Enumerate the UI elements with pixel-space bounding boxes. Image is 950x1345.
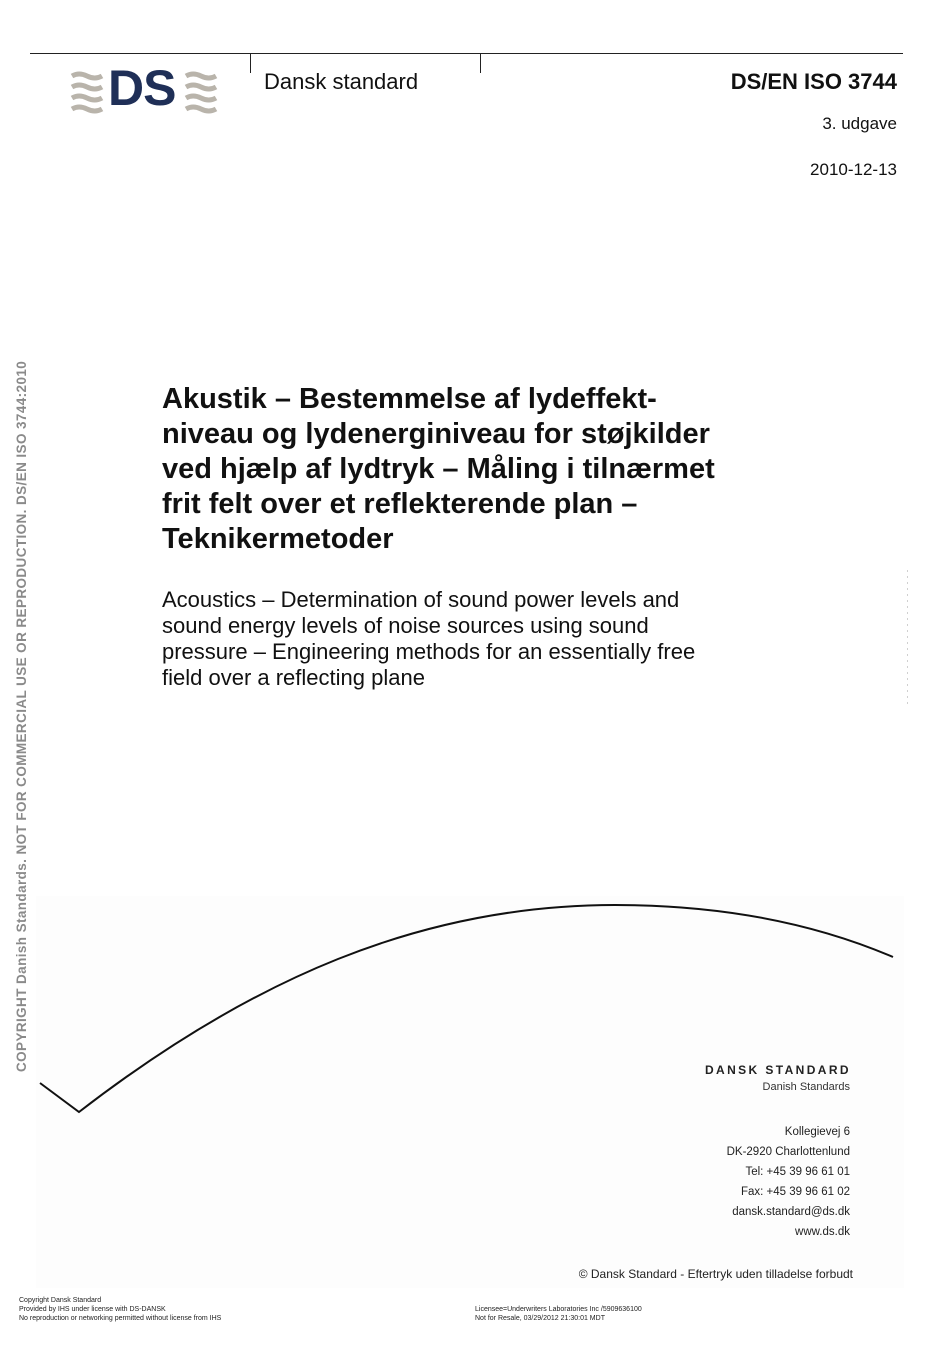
title-en-line: sound energy levels of noise sources using sound [162, 613, 649, 638]
logo-waves-right-icon [184, 70, 218, 116]
title-da-line: ved hjælp af lydtryk – Måling i tilnærmet [162, 453, 715, 485]
standard-code: DS/EN ISO 3744 [730, 69, 897, 94]
address-city: DK-2920 Charlottenlund [726, 1146, 850, 1158]
address-phone: Tel: +45 39 96 61 01 [745, 1166, 850, 1178]
title-da-line: Akustik – Bestemmelse af lydeffekt- [162, 383, 657, 415]
header-divider-left [250, 53, 251, 73]
edition: 3. udgave [822, 114, 897, 133]
logo-text: DS [108, 60, 176, 116]
title-en-line: Acoustics – Determination of sound power levels and [162, 587, 680, 612]
title-da-line: Teknikermetoder [162, 523, 394, 555]
address-street: Kollegievej 6 [784, 1126, 850, 1138]
header-rule [30, 53, 903, 54]
footer-right-line: Licensee=Underwriters Laboratories Inc /5909636100 [475, 1306, 642, 1313]
footer-left-line: Copyright Dansk Standard [19, 1297, 102, 1304]
address-fax: Fax: +45 39 96 61 02 [740, 1186, 850, 1198]
title-danish [162, 382, 852, 557]
address-website[interactable]: www.ds.dk [795, 1226, 850, 1238]
publisher-subname: Danish Standards [762, 1081, 850, 1093]
title-en-line: pressure – Engineering methods for an essentially free [162, 639, 696, 664]
ds-logo [70, 60, 218, 118]
footer-left-line: Provided by IHS under license with DS-DANSK [19, 1306, 166, 1313]
address-email[interactable]: dansk.standard@ds.dk [732, 1206, 850, 1218]
header-divider-right [480, 53, 481, 73]
title-da-line: niveau og lydenerginiveau for støjkilder [162, 418, 710, 450]
footer-right-line: Not for Resale, 03/29/2012 21:30:01 MDT [475, 1315, 605, 1322]
publisher-name: DANSK STANDARD [704, 1063, 851, 1077]
margin-mark [907, 570, 908, 705]
footer-left-line: No reproduction or networking permitted without license from IHS [19, 1315, 222, 1322]
publisher-copyright: © Dansk Standard - Eftertryk uden tilladelse forbudt [578, 1267, 853, 1281]
side-copyright-notice: COPYRIGHT Danish Standards. NOT FOR COMMERCIAL USE OR REPRODUCTION. DS/EN ISO 3744:2010 [14, 360, 29, 1072]
title-da-line: frit felt over et reflekterende plan – [162, 488, 638, 520]
title-en-line: field over a reflecting plane [162, 665, 425, 690]
standard-label: Dansk standard [264, 69, 419, 94]
footer-right [475, 1305, 642, 1323]
title-english [162, 587, 852, 691]
logo-waves-left-icon [70, 70, 104, 116]
footer-left [19, 1296, 221, 1323]
publication-date: 2010-12-13 [810, 160, 897, 179]
